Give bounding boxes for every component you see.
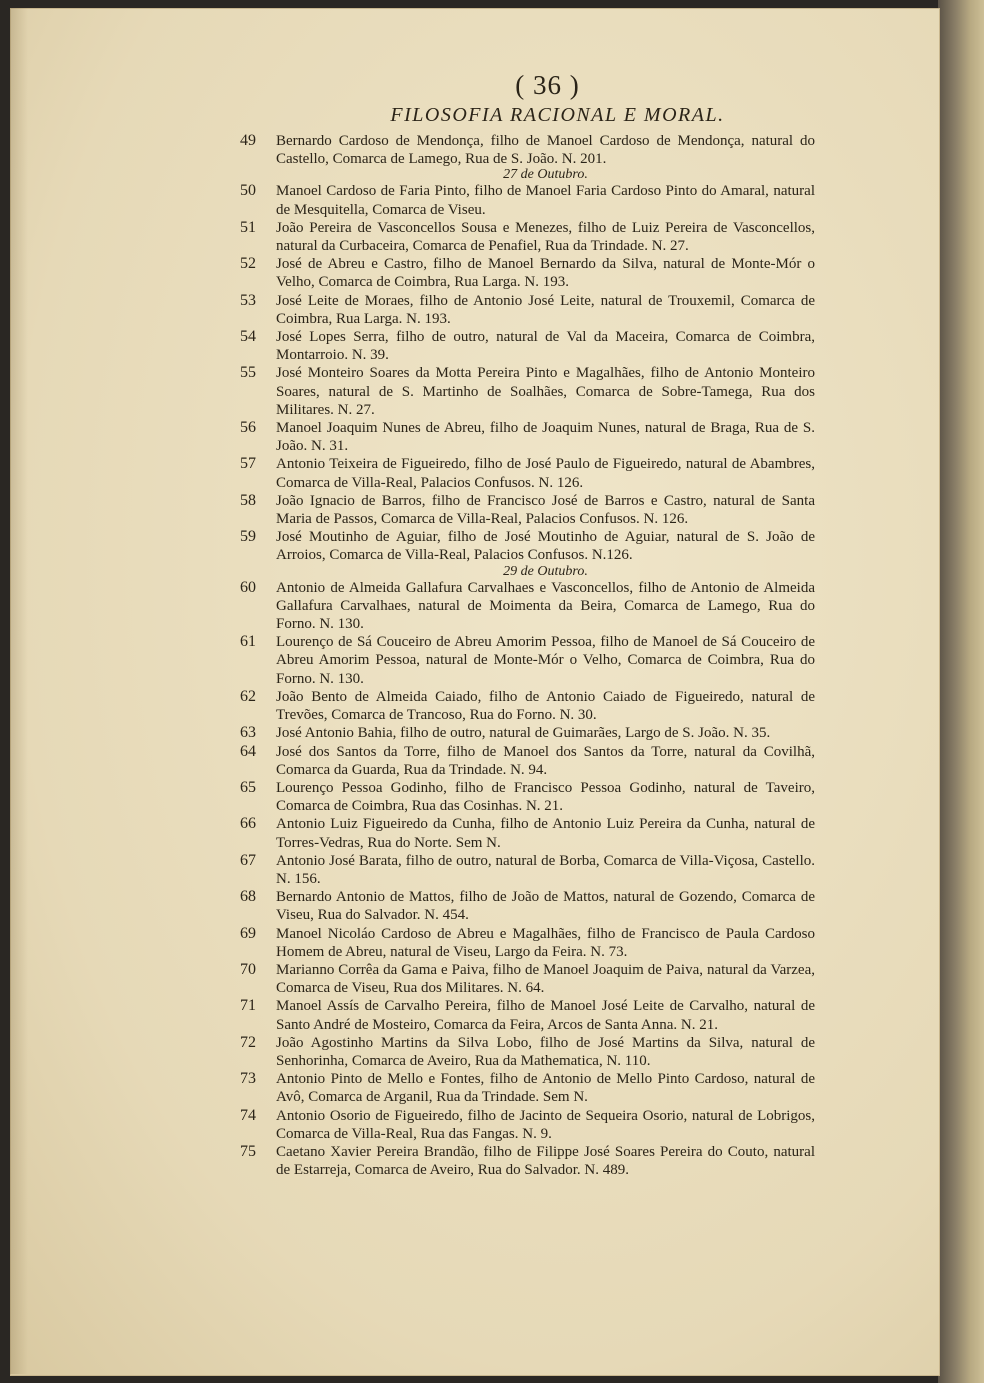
entry-text: Antonio Teixeira de Figueiredo, filho de José Paulo de Figueiredo, natural de Abambres, Comarca de Villa-Real, Palacios Confusos. N. 126. bbox=[276, 456, 815, 491]
entry-number: 61 bbox=[240, 633, 256, 651]
list-item bbox=[240, 925, 815, 961]
entry-number: 52 bbox=[240, 255, 256, 273]
entry-number: 66 bbox=[240, 815, 256, 833]
entry-text: Caetano Xavier Pereira Brandão, filho de Filippe José Soares Pereira do Couto, natural de Estarreja, Comarca de Aveiro, Rua do Salvador. N. 489. bbox=[276, 1143, 815, 1179]
section-title: FILOSOFIA RACIONAL E MORAL. bbox=[390, 104, 725, 126]
entry-number: 75 bbox=[240, 1142, 256, 1160]
entry-number: 70 bbox=[240, 960, 256, 978]
list-item bbox=[240, 528, 815, 564]
list-item bbox=[240, 633, 815, 688]
entry-number: 53 bbox=[240, 291, 256, 309]
entry-text: Manoel Nicoláo Cardoso de Abreu e Magalhães, filho de Francisco de Paula Cardoso Homem de Abreu, natural de Viseu, Largo da Feira. N. 73. bbox=[276, 925, 815, 960]
entry-text: José de Abreu e Castro, filho de Manoel Bernardo da Silva, natural de Monte-Mór o Velho, Comarca de Coimbra, Rua Larga. N. 193. bbox=[276, 256, 815, 291]
list-item bbox=[240, 852, 815, 888]
list-item bbox=[240, 724, 815, 742]
list-item bbox=[240, 997, 815, 1033]
entry-text: Antonio Osorio de Figueiredo, filho de Jacinto de Sequeira Osorio, natural de Lobrigos, Comarca de Villa-Real, Rua das Fangas. N. 9. bbox=[276, 1107, 815, 1142]
entry-number: 49 bbox=[240, 132, 256, 149]
entry-number: 64 bbox=[240, 742, 256, 760]
entry-text: Manoel Assís de Carvalho Pereira, filho de Manoel José Leite de Carvalho, natural de Santo André de Mosteiro, Comarca da Feira, Arcos de Santa Anna. N. 21. bbox=[276, 998, 815, 1033]
entry-number: 50 bbox=[240, 182, 256, 200]
entry-text: José Lopes Serra, filho de outro, natural de Val da Maceira, Comarca de Coimbra, Montarroio. N. 39. bbox=[276, 329, 815, 364]
entry-number: 54 bbox=[240, 328, 256, 346]
entry-number: 51 bbox=[240, 218, 256, 236]
entry-text: Manoel Joaquim Nunes de Abreu, filho de Joaquim Nunes, natural de Braga, Rua de S. João. N. 31. bbox=[276, 420, 815, 455]
list-item bbox=[240, 328, 815, 364]
entry-text: João Bento de Almeida Caiado, filho de Antonio Caiado de Figueiredo, natural de Trevões, Comarca de Trancoso, Rua do Forno. N. 30. bbox=[276, 688, 815, 724]
entry-number: 74 bbox=[240, 1106, 256, 1124]
entry-text: Bernardo Antonio de Mattos, filho de João de Mattos, natural de Gozendo, Comarca de Viseu, Rua do Salvador. N. 454. bbox=[276, 889, 815, 924]
list-item bbox=[240, 255, 815, 291]
entry-number: 55 bbox=[240, 364, 256, 382]
list-item bbox=[240, 779, 815, 815]
entry-text: João Agostinho Martins da Silva Lobo, filho de José Martins da Silva, natural de Senhorinha, Comarca de Aveiro, Rua da Mathematica, N. 110. bbox=[276, 1034, 815, 1069]
entry-number: 68 bbox=[240, 888, 256, 906]
entry-number: 62 bbox=[240, 687, 256, 705]
list-item bbox=[240, 132, 815, 168]
entry-number: 59 bbox=[240, 528, 256, 546]
page-content bbox=[240, 70, 815, 1179]
list-item bbox=[240, 492, 815, 528]
entry-text: José Leite de Moraes, filho de Antonio José Leite, natural de Trouxemil, Comarca de Coimbra, Rua Larga. N. 193. bbox=[276, 292, 815, 327]
entry-text: Antonio Luiz Figueiredo da Cunha, filho de Antonio Luiz Pereira da Cunha, natural de Torres-Vedras, Rua do Norte. Sem N. bbox=[276, 816, 815, 851]
entry-text: José Monteiro Soares da Motta Pereira Pinto e Magalhães, filho de Antonio Monteiro Soares, natural de S. Martinho de Soalhães, Comarca de Sobre-Tamega, Rua dos Militares. N. 27. bbox=[276, 365, 815, 418]
entry-list bbox=[240, 132, 815, 1179]
entry-text: Antonio de Almeida Gallafura Carvalhaes e Vasconcellos, filho de Antonio de Almeida Gallafura Carvalhaes, natural de Moimenta da Beira, Comarca de Lamego, Rua do Forno. N. 130. bbox=[276, 579, 815, 633]
entry-group-c bbox=[240, 579, 815, 1180]
entry-text: Manoel Cardoso de Faria Pinto, filho de Manoel Faria Cardoso Pinto do Amaral, natural de Mesquitella, Comarca de Viseu. bbox=[276, 183, 815, 218]
list-item bbox=[240, 815, 815, 851]
list-item bbox=[240, 688, 815, 724]
entry-number: 60 bbox=[240, 578, 256, 596]
entry-number: 63 bbox=[240, 724, 256, 742]
list-item bbox=[240, 1070, 815, 1106]
entry-number: 67 bbox=[240, 851, 256, 869]
entry-text: João Ignacio de Barros, filho de Francisco José de Barros e Castro, natural de Santa Maria de Passos, Comarca de Villa-Real, Palacios Confusos. N. 126. bbox=[276, 492, 815, 528]
entry-text: José Moutinho de Aguiar, filho de José Moutinho de Aguiar, natural de S. João de Arroios, Comarca de Villa-Real, Palacios Confusos. N.126. bbox=[276, 529, 815, 564]
list-item bbox=[240, 579, 815, 634]
list-item bbox=[240, 455, 815, 491]
entry-text: José Antonio Bahia, filho de outro, natural de Guimarães, Largo de S. João. N. 35. bbox=[276, 725, 771, 742]
list-item bbox=[240, 292, 815, 328]
entry-number: 73 bbox=[240, 1070, 256, 1088]
list-item bbox=[240, 182, 815, 218]
entry-text: Lourenço Pessoa Godinho, filho de Francisco Pessoa Godinho, natural de Taveiro, Comarca de Coimbra, Rua das Cosinhas. N. 21. bbox=[276, 779, 815, 815]
page-edge-shadow bbox=[10, 8, 28, 1374]
entry-number: 56 bbox=[240, 419, 256, 437]
entry-text: Marianno Corrêa da Gama e Paiva, filho de Manoel Joaquim de Paiva, natural da Varzea, Comarca de Viseu, Rua dos Militares. N. 64. bbox=[276, 961, 815, 997]
entry-number: 72 bbox=[240, 1033, 256, 1051]
list-item bbox=[240, 961, 815, 997]
entry-number: 57 bbox=[240, 455, 256, 473]
entry-number: 71 bbox=[240, 997, 256, 1015]
entry-text: João Pereira de Vasconcellos Sousa e Menezes, filho de Luiz Pereira de Vasconcellos, natural da Curbaceira, Comarca de Penafiel, Rua da Trindade. N. 27. bbox=[276, 219, 815, 255]
entry-number: 58 bbox=[240, 491, 256, 509]
date-heading-1: 27 de Outubro. bbox=[503, 167, 588, 183]
list-item bbox=[240, 1034, 815, 1070]
date-heading-2: 29 de Outubro. bbox=[503, 563, 588, 579]
page-number: ( 36 ) bbox=[515, 70, 580, 100]
entry-text: José dos Santos da Torre, filho de Manoel dos Santos da Torre, natural da Covilhã, Comarca da Guarda, Rua da Trindade. N. 94. bbox=[276, 743, 815, 778]
entry-text: Antonio José Barata, filho de outro, natural de Borba, Comarca de Villa-Viçosa, Castello. N. 156. bbox=[276, 852, 815, 887]
list-item bbox=[240, 364, 815, 419]
entry-text: Antonio Pinto de Mello e Fontes, filho de Antonio de Mello Pinto Cardoso, natural de Avô, Comarca de Arganil, Rua da Trindade. Sem N. bbox=[276, 1071, 815, 1106]
entry-group-a bbox=[240, 132, 815, 168]
list-item bbox=[240, 1107, 815, 1143]
entry-text: Lourenço de Sá Couceiro de Abreu Amorim Pessoa, filho de Manoel de Sá Couceiro de Abreu Amorim Pessoa, natural de Monte-Mór o Velho, Comarca de Coimbra, Rua do Forno. N. 130. bbox=[276, 634, 815, 687]
list-item bbox=[240, 743, 815, 779]
entry-text: Bernardo Cardoso de Mendonça, filho de Manoel Cardoso de Mendonça, natural do Castello, Comarca de Lamego, Rua de S. João. N. 201. bbox=[276, 133, 815, 168]
book-spine bbox=[938, 0, 984, 1383]
entry-number: 65 bbox=[240, 778, 256, 796]
list-item bbox=[240, 419, 815, 455]
list-item bbox=[240, 1143, 815, 1179]
list-item bbox=[240, 219, 815, 255]
list-item bbox=[240, 888, 815, 924]
entry-number: 69 bbox=[240, 924, 256, 942]
entry-group-b bbox=[240, 182, 815, 564]
